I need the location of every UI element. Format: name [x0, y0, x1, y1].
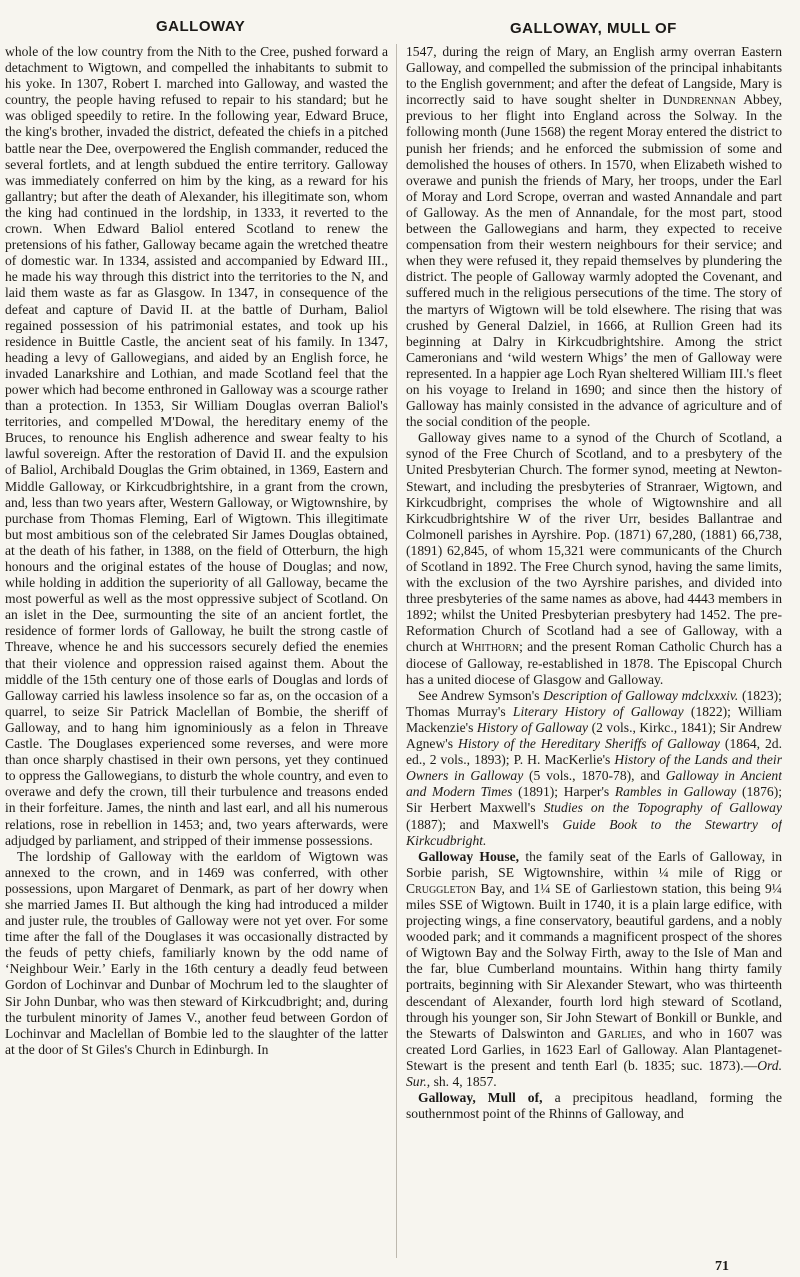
entry-galloway-house: Galloway House, the family seat of the Earls of Galloway, in Sorbie parish, SE Wigtownshire, within ¼ mile of Rigg or Cruggleton Bay, and 1¼ SE of Garliestown station, this being 9¼ miles SSE of Wigtown. Built in 1740, it is a plain large edifice, with projecting wings, a fine conservatory, beautiful gardens, and a nobly wooded park; and it commands a magnificent prospect of the shores of Wigtown Bay and the Solway Firth, away to the Isle of Man and the far, blue Cumberland mountains. Within hang thirty family portraits, beginning with Sir Alexander Stewart, who was thirteenth descendant of Alexander, fourth lord high steward of Scotland, through his younger son, Sir John Stewart of Bonkill or Bunkle, and the Stewarts of Dalswinton and Garlies, and who in 1607 was created Lord Garlies, in 1623 Earl of Galloway. Alan Plantagenet-Stewart is the present and tenth Earl (b. 1835; suc. 1873).—Ord. Sur., sh. 4, 1857. [406, 848, 782, 1089]
paragraph-history-continued: whole of the low country from the Nith to the Cree, pushed forward a detachment to Wigtown, and compelled the inhabitants to submit to his yoke. In 1307, Robert I. marched into Galloway, and wasted the country, the people having refused to repair to his standard; but he was obliged speedily to retire. In the following year, Edward Bruce, the king's brother, invaded the district, defeated the chiefs in a pitched battle near the Dee, overpowered the English commander, reduced the several fortlets, and at length subdued the entire territory. Galloway was immediately conferred on him by the king, as a reward for his gallantry; but after the death of Alexander, his illegitimate son, whom the king had continued in the lordship, in 1333, it reverted to the crown. When Edward Baliol entered Scotland to renew the pretensions of his father, Galloway became again the wretched theatre of domestic war. In 1334, assisted and accompanied by Edward III., he made his way through this district into the territories to the N, and laid them waste as far as Glasgow. In 1347, in consequence of the defeat and capture of David II. at the battle of Durham, Baliol regained possession of his patrimonial estates, and took up his residence in Buittle Castle, the ancient seat of his family. In 1347, heading a levy of Gallowegians, and aided by an English force, he invaded Lanarkshire and Lothian, and made Scotland feel that the power which had become enthroned in Galloway was a scourge rather than a protection. In 1353, Sir William Douglas overran Baliol's territories, and compelled M'Dowal, the hereditary enemy of the Bruces, to renounce his English adherence and swear fealty to his lawful sovereign. After the restoration of David II. and the expulsion of Baliol, Archibald Douglas the Grim obtained, in 1369, Eastern and Middle Galloway, or Kirkcudbrightshire, in a grant from the crown, and, less than two years after, Western Galloway, or Wigtownshire, by purchase from Thomas Fleming, Earl of Wigtown. This illegitimate but most ambitious son of the celebrated Sir James Douglas obtained, at the death of his father, in 1388, on the field of Otterburn, the high honours and the original estates of the house of Douglas; and now, while holding in addition the superiority of all Galloway, became the most powerful as well as the most oppressive subject of Scotland. On an islet in the Dee, surmounting the site of an ancient fortlet, the residence of former lords of Galloway, he built the strong castle of Threave, whence he and his successors securely defied the enemies that their violence and oppression raised against them. About the middle of the 15th century one of those earls of Douglas and lords of Galloway carried his lawless insolence so far as, on the occasion of a quarrel, to seize Sir Patrick Maclellan of Bombie, the sheriff of Galloway, and to hang him ignominiously as a felon in Threave Castle. The Douglases experienced some reverses, and were more than once sharply chastised in their own persons, yet they continued to oppress the Gallowegians, to disturb the whole country, and even to overawe and defy the crown, till their turbulence and treasons ended in their forfeiture. James, the ninth and last earl, and all his numerous relations, rose in rebellion in 1453; and, two years afterwards, were adjudged by parliament, and stripped of their immense possessions. [5, 44, 388, 848]
running-head-right: GALLOWAY, MULL OF [510, 20, 677, 37]
paragraph-synod: Galloway gives name to a synod of the Church of Scotland, a synod of the Free Church of Scotland, and to a presbytery of the United Presbyterian Church. The former synod, meeting at Newton-Stewart, and including the presbyteries of Stranraer, Wigtown, and Kirkcudbright, comprises the whole of Wigtownshire and all Kirkcudbrightshire W of the river Urr, besides Ballantrae and Colmonell parishes in Ayrshire. Pop. (1871) 67,280, (1881) 66,738, (1891) 62,845, of whom 15,321 were communicants of the Church of Scotland in 1892. The Free Church synod, having the same limits, with the exclusion of the two Ayrshire parishes, and divided into three presbyteries of the same names as above, had 4443 members in 1892; whilst the United Presbyterian presbytery had 1452. The pre-Reformation Church of Scotland had a see of Galloway, with a church at Whithorn; and the present Roman Catholic Church has a diocese of Galloway, re-established in 1878. The Episcopal Church has a united diocese of Glasgow and Galloway. [406, 430, 782, 687]
entry-heading: Galloway, Mull of, [418, 1090, 543, 1106]
place-dundrennan: Dundrennan [662, 92, 736, 108]
right-column [406, 44, 782, 1254]
column-divider [396, 44, 397, 1258]
entry-mull-of-galloway: Galloway, Mull of, a precipitous headland, forming the southernmost point of the Rhinns of Galloway, and [406, 1090, 782, 1122]
left-column [5, 44, 388, 1254]
paragraph-bibliography: See Andrew Symson's Description of Galloway mdclxxxiv. (1823); Thomas Murray's Literary History of Galloway (1822); William Mackenzie's History of Galloway (2 vols., Kirkc., 1841); Sir Andrew Agnew's History of the Hereditary Sheriffs of Galloway (1864, 2d. ed., 2 vols., 1893); P. H. MacKerlie's History of the Lands and their Owners in Galloway (5 vols., 1870-78), and Galloway in Ancient and Modern Times (1891); Harper's Rambles in Galloway (1876); Sir Herbert Maxwell's Studies on the Topography of Galloway (1887); and Maxwell's Guide Book to the Stewartry of Kirkcudbright. [406, 687, 782, 848]
paragraph-reign-of-mary: 1547, during the reign of Mary, an English army overran Eastern Galloway, and compelled the submission of the principal inhabitants to the English government; and after the defeat of Langside, Mary is incorrectly said to have sought shelter in Dundrennan Abbey, previous to her flight into England across the Solway. In the following month (June 1568) the regent Moray entered the district to punish her friends; and he enforced the submission of some and demolished the houses of others. In 1570, when Elizabeth wished to overawe and punish the friends of Mary, her troops, under the Earl of Moray and Lord Scrope, overran and wasted Annandale and part of Galloway. As the men of Annandale, for the most part, stood between the Gallowegians and harm, they expected to receive compensation from their western neighbours for their service; and when they were refused it, they repaid themselves by plundering the district. The people of Galloway warmly adopted the Covenant, and suffered much in the religious persecutions of the time. The story of the martyrs of Wigtown will be told elsewhere. The rising that was crushed by General Dalziel, in 1666, at Rullion Green had its beginning at Dalry in Kirkcudbrightshire. Among the strict Cameronians and ‘wild western Whigs’ the men of Galloway were represented. In a happier age Loch Ryan sheltered William III.'s fleet on his voyage to Ireland in 1690; and since then the history of Galloway has mainly consisted in the advance of agriculture and of the social condition of the people. [406, 44, 782, 430]
running-head-left: GALLOWAY [156, 18, 246, 35]
running-header [0, 8, 800, 36]
paragraph-lordship: The lordship of Galloway with the earldom of Wigtown was annexed to the crown, and in 1469 was conferred, with other possessions, upon Margaret of Denmark, as part of her dowry when she married James II. But although the king had introduced a milder and juster rule, the troubles of Galloway were not yet over. For some time after the fall of the Douglases it was occasionally distracted by the feuds of petty chiefs, familiarly known by the odd name of ‘Neighbour Weir.’ Early in the 16th century a deadly feud between Gordon of Lochinvar and Dunbar of Mochrum led to the slaughter of Sir John Dunbar, who was then steward of Kirkcudbright; and, during the turbulent minority of James V., another feud between Gordon of Lochinvar and Maclellan of Bombie led to the slaughter of the latter at the door of St Giles's Church in Edinburgh. In [5, 848, 388, 1057]
entry-heading: Galloway House, [418, 848, 520, 864]
page-number: 71 [715, 1259, 729, 1274]
place-whithorn: Whithorn [461, 639, 520, 655]
